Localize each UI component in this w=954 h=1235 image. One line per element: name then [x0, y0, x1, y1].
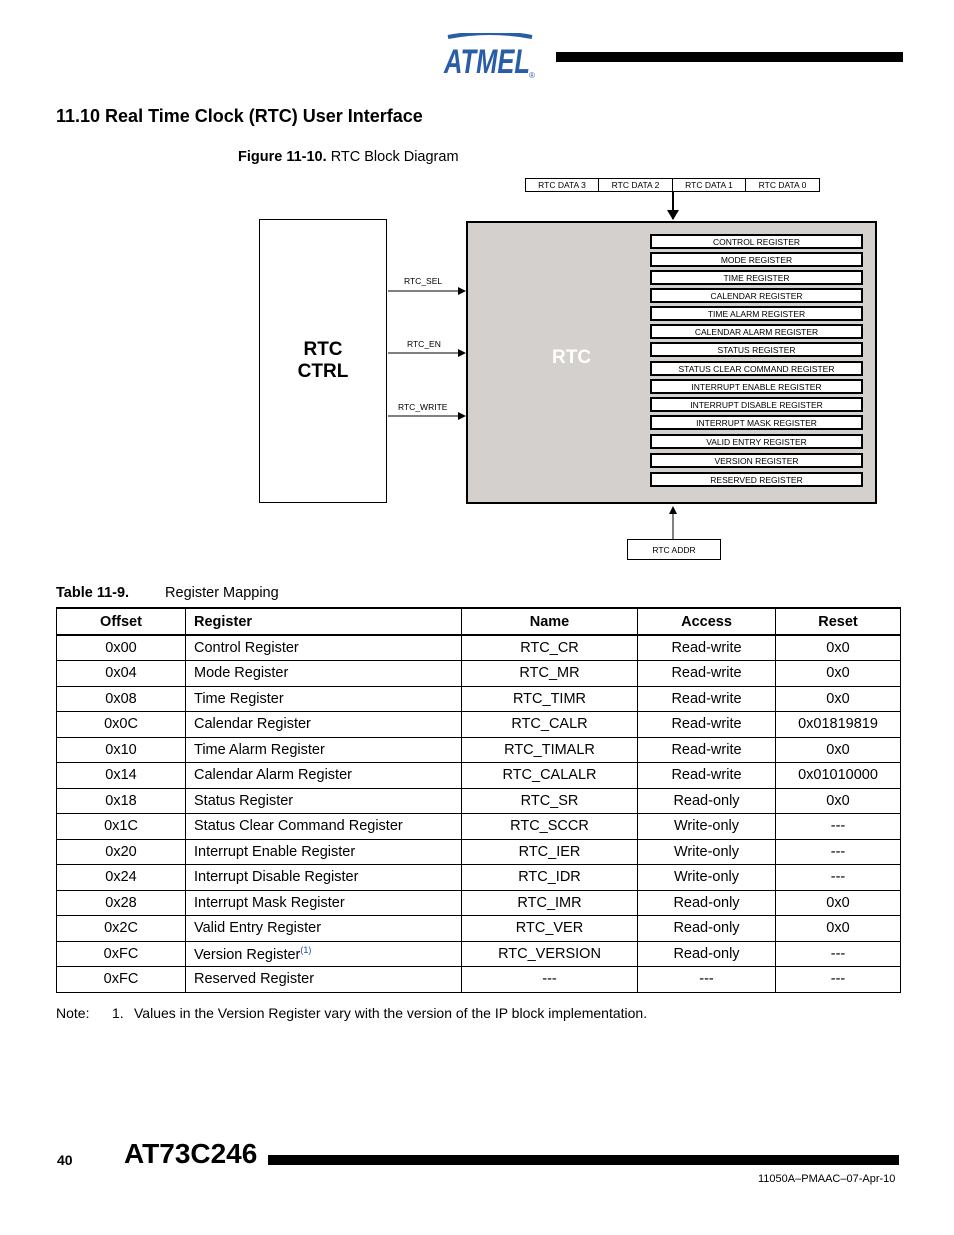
- cell-name: RTC_CALALR: [462, 763, 638, 789]
- reg-calendar: CALENDAR REGISTER: [650, 288, 863, 303]
- cell-name: ---: [462, 967, 638, 993]
- col-access: Access: [638, 608, 776, 635]
- cell-access: ---: [638, 967, 776, 993]
- cell-offset: 0xFC: [57, 941, 186, 967]
- cell-name: RTC_IMR: [462, 890, 638, 916]
- col-offset: Offset: [57, 608, 186, 635]
- table-row: [57, 890, 901, 916]
- logo-text: ATMEL: [443, 43, 530, 81]
- cell-register: Reserved Register: [186, 967, 462, 993]
- cell-access: Write-only: [638, 814, 776, 840]
- table-caption: [56, 585, 279, 601]
- table-label: Table 11-9.: [56, 585, 130, 601]
- rtc-data-0-box: RTC DATA 0: [745, 178, 820, 192]
- signal-rtc-sel: RTC_SEL: [404, 276, 443, 286]
- reg-mode: MODE REGISTER: [650, 252, 863, 267]
- table-row: [57, 737, 901, 763]
- cell-name: RTC_MR: [462, 661, 638, 687]
- reg-status-clear: STATUS CLEAR COMMAND REGISTER: [650, 361, 863, 376]
- cell-offset: 0x04: [57, 661, 186, 687]
- cell-access: Write-only: [638, 865, 776, 891]
- cell-access: Read-write: [638, 737, 776, 763]
- cell-access: Read-write: [638, 661, 776, 687]
- cell-offset: 0x00: [57, 635, 186, 661]
- cell-offset: 0x08: [57, 686, 186, 712]
- signal-rtc-write: RTC_WRITE: [398, 402, 448, 412]
- cell-reset: 0x01010000: [776, 763, 901, 789]
- cell-name: RTC_TIMALR: [462, 737, 638, 763]
- reg-interrupt-disable: INTERRUPT DISABLE REGISTER: [650, 397, 863, 412]
- cell-name: RTC_IDR: [462, 865, 638, 891]
- cell-reset: 0x0: [776, 890, 901, 916]
- cell-register: Calendar Alarm Register: [186, 763, 462, 789]
- reg-interrupt-enable: INTERRUPT ENABLE REGISTER: [650, 379, 863, 394]
- table-row: [57, 916, 901, 942]
- cell-offset: 0xFC: [57, 967, 186, 993]
- cell-reset: 0x01819819: [776, 712, 901, 738]
- diagram-arrows: [0, 0, 954, 600]
- cell-access: Read-write: [638, 686, 776, 712]
- cell-register: Interrupt Enable Register: [186, 839, 462, 865]
- cell-offset: 0x1C: [57, 814, 186, 840]
- col-name: Name: [462, 608, 638, 635]
- cell-register-text: Version Register: [194, 946, 301, 963]
- cell-name: RTC_TIMR: [462, 686, 638, 712]
- cell-name: RTC_VERSION: [462, 941, 638, 967]
- cell-register: Calendar Register: [186, 712, 462, 738]
- reg-reserved: RESERVED REGISTER: [650, 472, 863, 487]
- cell-reset: ---: [776, 814, 901, 840]
- table-row: [57, 635, 901, 661]
- cell-name: RTC_CALR: [462, 712, 638, 738]
- col-register: Register: [186, 608, 462, 635]
- cell-reset: 0x0: [776, 635, 901, 661]
- table-row: [57, 814, 901, 840]
- cell-register: Valid Entry Register: [186, 916, 462, 942]
- cell-reset: 0x0: [776, 916, 901, 942]
- cell-register: Interrupt Mask Register: [186, 890, 462, 916]
- table-note: [56, 1005, 647, 1021]
- reg-valid-entry: VALID ENTRY REGISTER: [650, 434, 863, 449]
- signal-rtc-en: RTC_EN: [407, 339, 441, 349]
- cell-offset: 0x14: [57, 763, 186, 789]
- reg-time-alarm: TIME ALARM REGISTER: [650, 306, 863, 321]
- cell-offset: 0x2C: [57, 916, 186, 942]
- reg-status: STATUS REGISTER: [650, 342, 863, 357]
- table-row: [57, 661, 901, 687]
- rtc-data-3-box: RTC DATA 3: [525, 178, 599, 192]
- cell-offset: 0x10: [57, 737, 186, 763]
- reg-interrupt-mask: INTERRUPT MASK REGISTER: [650, 415, 863, 430]
- cell-name: RTC_CR: [462, 635, 638, 661]
- cell-offset: 0x24: [57, 865, 186, 891]
- cell-name: RTC_SR: [462, 788, 638, 814]
- cell-reset: ---: [776, 865, 901, 891]
- footer-rule: [268, 1155, 899, 1165]
- svg-text:®: ®: [529, 71, 535, 80]
- cell-reset: ---: [776, 967, 901, 993]
- cell-name: RTC_VER: [462, 916, 638, 942]
- cell-reset: 0x0: [776, 661, 901, 687]
- cell-name: RTC_SCCR: [462, 814, 638, 840]
- cell-reset: ---: [776, 941, 901, 967]
- rtc-addr-box: RTC ADDR: [627, 539, 721, 560]
- cell-register: Status Register: [186, 788, 462, 814]
- product-name: AT73C246: [124, 1138, 258, 1169]
- cell-offset: 0x20: [57, 839, 186, 865]
- cell-offset: 0x0C: [57, 712, 186, 738]
- col-reset: Reset: [776, 608, 901, 635]
- table-row: [57, 839, 901, 865]
- rtc-block-label: RTC: [552, 347, 592, 368]
- table-title: Register Mapping: [165, 585, 279, 601]
- rtc-data-2-box: RTC DATA 2: [598, 178, 673, 192]
- rtc-data-1-box: RTC DATA 1: [672, 178, 746, 192]
- document-id: 11050A–PMAAC–07-Apr-10: [758, 1173, 896, 1185]
- rtc-ctrl-line1: RTC: [303, 339, 343, 360]
- cell-reset: 0x0: [776, 737, 901, 763]
- cell-access: Read-only: [638, 788, 776, 814]
- cell-register: Time Register: [186, 686, 462, 712]
- table-row: [57, 686, 901, 712]
- cell-register: Mode Register: [186, 661, 462, 687]
- rtc-block-diagram: [0, 0, 954, 600]
- table-row: [57, 788, 901, 814]
- table-row: [57, 865, 901, 891]
- table-row: [57, 763, 901, 789]
- cell-offset: 0x28: [57, 890, 186, 916]
- reg-calendar-alarm: CALENDAR ALARM REGISTER: [650, 324, 863, 339]
- cell-register: Time Alarm Register: [186, 737, 462, 763]
- cell-access: Read-write: [638, 712, 776, 738]
- table-row: [57, 941, 901, 967]
- register-mapping-table: [56, 607, 901, 993]
- note-label: Note:: [56, 1005, 90, 1021]
- cell-access: Read-write: [638, 635, 776, 661]
- cell-reset: ---: [776, 839, 901, 865]
- footnote-link[interactable]: (1): [300, 944, 312, 955]
- table-row: [57, 712, 901, 738]
- cell-offset: 0x18: [57, 788, 186, 814]
- cell-register: [186, 941, 462, 967]
- section-title: 11.10 Real Time Clock (RTC) User Interface: [56, 106, 423, 126]
- note-text: Values in the Version Register vary with the version of the IP block implementation.: [134, 1005, 648, 1021]
- cell-reset: 0x0: [776, 686, 901, 712]
- cell-register: Interrupt Disable Register: [186, 865, 462, 891]
- cell-name: RTC_IER: [462, 839, 638, 865]
- reg-time: TIME REGISTER: [650, 270, 863, 285]
- reg-version: VERSION REGISTER: [650, 453, 863, 468]
- cell-access: Read-only: [638, 890, 776, 916]
- page-number: 40: [57, 1152, 73, 1168]
- figure-label: Figure 11-10.: [238, 149, 327, 165]
- cell-access: Read-only: [638, 916, 776, 942]
- table-header-row: [57, 608, 901, 635]
- cell-access: Read-only: [638, 941, 776, 967]
- rtc-ctrl-line2: CTRL: [297, 361, 349, 382]
- cell-register: Control Register: [186, 635, 462, 661]
- reg-control: CONTROL REGISTER: [650, 234, 863, 249]
- cell-access: Read-write: [638, 763, 776, 789]
- figure-title: RTC Block Diagram: [330, 149, 459, 165]
- cell-register: Status Clear Command Register: [186, 814, 462, 840]
- table-row: [57, 967, 901, 993]
- note-number: 1.: [112, 1005, 124, 1021]
- cell-reset: 0x0: [776, 788, 901, 814]
- cell-access: Write-only: [638, 839, 776, 865]
